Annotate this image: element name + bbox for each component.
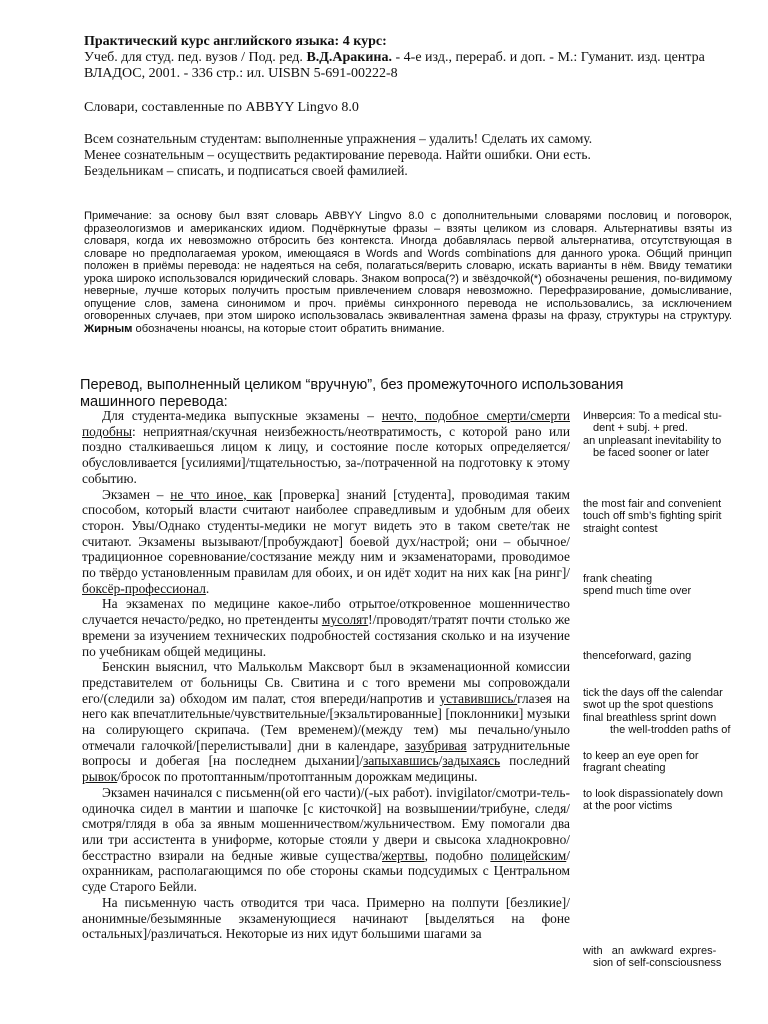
dictionary-phrase: зазубривая <box>404 737 467 753</box>
glossary-line: touch off smb’s fighting spirit <box>583 510 722 523</box>
dictionary-phrase: полицейским <box>490 847 567 863</box>
note-bold-word: Жирным <box>84 322 133 335</box>
text-run: . <box>205 580 210 596</box>
glossary-line: be faced sooner or later <box>593 446 710 459</box>
glossary-line: thenceforward, gazing <box>583 650 692 662</box>
glossary-line: to look dispassionately down <box>583 788 724 800</box>
text-run: затруднительные вопросы и добегая [на последнем дыхании]/ <box>82 737 570 769</box>
glossary-note <box>583 410 743 459</box>
dictionaries-line: Словари, составленные по ABBYY Lingvo 8.0 <box>84 100 359 115</box>
paragraph <box>82 596 570 659</box>
glossary-line: spend much time over <box>583 585 692 598</box>
dictionary-phrase: не что иное, как <box>170 486 273 502</box>
dictionary-phrase: рывок <box>82 769 118 785</box>
note-tail: обозначены нюансы, на которые стоит обратить внимание. <box>132 322 445 335</box>
glossary-line: at the poor victims <box>583 800 673 813</box>
glossary-note <box>583 945 743 970</box>
reference-editor: В.Д.Аракина. <box>306 50 393 65</box>
text-run: Экзамен – <box>102 486 171 502</box>
text-run: /охранникам, располагающимся по обе стороны скамьи подсудимых с Центральном суде Старого Бейли. <box>82 847 570 895</box>
text-run: , подобно <box>424 847 491 863</box>
glossary-note <box>583 687 743 736</box>
text-run: !/проводят/тратят почти столько же времени за изучением технических подробностей состязания сколько и на изучение по учебникам общей медицины. <box>82 612 571 659</box>
paragraph <box>82 408 570 487</box>
glossary-line: swot up the spot questions <box>583 699 714 712</box>
glossary-line: dent + subj. + pred. <box>593 422 688 435</box>
translation-body <box>82 408 570 942</box>
instruction-line: Менее сознательным – осуществить редактирование перевода. Найти ошибки. Они есть. <box>84 147 591 162</box>
dictionary-phrase: боксёр-профессионал <box>82 580 206 596</box>
glossary-line: to keep an eye open for <box>583 750 699 762</box>
glossary-note <box>583 750 743 775</box>
glossary-line: sion of self-consciousness <box>593 957 722 970</box>
instruction-line: Всем сознательным студентам: выполненные упражнения – удалить! Сделать их самому. <box>84 131 593 146</box>
text-run: Для студента-медика выпускные экзамены – <box>102 408 382 423</box>
glossary-line: straight contest <box>583 522 658 535</box>
instruction-line: Бездельникам – списать, и подписаться своей фамилией. <box>84 163 408 178</box>
text-run: На письменную часть отводится три часа. Примерно на полпути [безликие]/анонимные/безымянные экзаменующиеся начинают [выделяться на фоне остальных]/различаться. Некоторые из них идут большими шагами за <box>82 894 570 942</box>
paragraph <box>82 785 570 895</box>
note-text: Примечание: за основу был взят словарь ABBYY Lingvo 8.0 с дополнительными словарями пословиц и поговорок, фразеологизмов и американских идиом. Подчёркнутые фразы – взяты целиком из словаря. Альтернативы взяты из словаря, когда их невозможно отбросить без контекста. Иногда добавлялась первой альтернатива, отсутствующая в словаре но предполагаемая уроком, имеющаяся в Words and Words combinations для данного урока. Общий принцип положен в приёмы перевода: не надеяться на себя, полагаться/верить словарю, искать варианты в нём. Ввиду тематики урока широко использовался юридический словарь. Знаком вопроса(?) и звёздочкой(*) обозначены решения, по-видимому неверные, лучше которых получить простым привлечением словаря невозможно. Перефразирование, домысливание, опущение слов, замена синонимом и проч. приёмы синхронного перевода не использовались, за исключением оговоренных случаев, при этом широко использовалась эквивалентная замена фразы на фразу, структуры на структуру. <box>84 210 732 322</box>
glossary-line: with an awkward expres- <box>583 945 717 957</box>
dictionary-phrase: уставившись/ <box>439 690 518 706</box>
glossary-note <box>583 498 743 535</box>
dictionary-phrase: мусолят <box>321 612 369 628</box>
glossary-note <box>583 650 743 662</box>
note-paragraph <box>84 210 732 335</box>
glossary-line: the well-trodden paths of <box>610 723 731 736</box>
reference-part-2: - 4-е изд., перераб. и доп. - М.: Гуманит. изд. центра ВЛАДОС, 2001. - 336 стр.: ил. UISBN 5-691-00222-8 <box>84 50 705 81</box>
text-run: Бенскин выяснил, что Малькольм Максворт был в экзаменационной комиссии представителем от больницы Св. Свитина и с того времени мы сопровождали его/(следили за) обходом им палат, стоя впереди/напротив и <box>82 659 570 706</box>
book-reference <box>84 50 734 82</box>
reference-part-1: Учеб. для студ. пед. вузов / Под. ред. <box>84 50 307 65</box>
glossary-note <box>583 788 743 813</box>
text-run: На экзаменах по медицине какое-либо отрытое/откровенное мошенничество случается нечасто/редко, но претенденты <box>82 596 570 628</box>
dictionary-phrase: нечто, подобное смерти/смерти подобны <box>82 408 570 439</box>
text-run: /бросок по протоптанным/протоптанным дорожкам медицины. <box>117 769 478 785</box>
text-run: последний <box>500 753 570 769</box>
dictionary-phrase: задыхаясь <box>442 753 501 769</box>
book-title: Практический курс английского языка: 4 курс: <box>84 34 387 49</box>
text-run: / <box>438 753 443 769</box>
glossary-line: fragrant cheating <box>583 762 666 775</box>
text-run: [проверка] знаний [студента], проводимая таким способом, который власти считают наиболее справедливым и удобным для обеих сторон. Увы/Однако студенты-медики не могут видеть это в таком свете/так не считают. Экзамены вызывают/[пробуждают] боевой дух/настрой; они – обычное/традиционное соревнование/состязание между ним и экзаменаторами, проводимое по твёрдо установленным правилам для обоих, и он идёт ходит на них как [на ринг]/ <box>82 486 570 581</box>
section-title: Перевод, выполненный целиком “вручную”, без промежуточного использования машинного перевода: <box>80 377 624 410</box>
glossary-line: the most fair and convenient <box>583 498 722 510</box>
paragraph <box>82 659 570 785</box>
instructions-block <box>84 131 734 179</box>
paragraph <box>82 487 570 597</box>
glossary-line: tick the days off the calendar <box>583 687 723 699</box>
bibliographic-header <box>84 34 734 82</box>
dictionary-phrase: запыхавшись <box>363 753 439 769</box>
text-run: : неприятная/скучная неизбежность/неотвратимость, с которой рано или поздно сталкиваешься лицом к лицу, и состояние после которых определяется/ обусловливается [усилиями]/тщательностью, за-/потраченной на подготовку к этому событию. <box>82 423 570 486</box>
text-run: глазея на него как впечатлительные/чувствительные/[экзальтированные] [поклонники] музыки на солирующего скрипача. (Тем временем)/(между тем) мы печально/уныло отмечали галочкой/[перелистывали] дни в календаре, <box>82 690 571 753</box>
text-run: Экзамен начинался с письменн(ой его части)/(-ых работ). invigilator/смотри-тель-одиночка сидел в мантии и шапочке [с кисточкой] на возвышении/трибуне, следя/смотря/глядя в оба за явным мошенничеством/жульничеством. Ему помогали два или три ассистента в униформе, которые стояли у двери и свысока хладнокровно/бесстрастно взирали на бедные живые существа/ <box>82 784 570 863</box>
glossary-line: final breathless sprint down <box>583 711 717 724</box>
glossary-note <box>583 573 743 598</box>
paragraph <box>82 895 570 942</box>
glossary-line: Инверсия: To a medical stu- <box>583 410 722 422</box>
glossary-line: an unpleasant inevitability to <box>583 434 722 447</box>
dictionary-phrase: жертвы <box>381 847 425 863</box>
glossary-line: frank cheating <box>583 573 653 585</box>
